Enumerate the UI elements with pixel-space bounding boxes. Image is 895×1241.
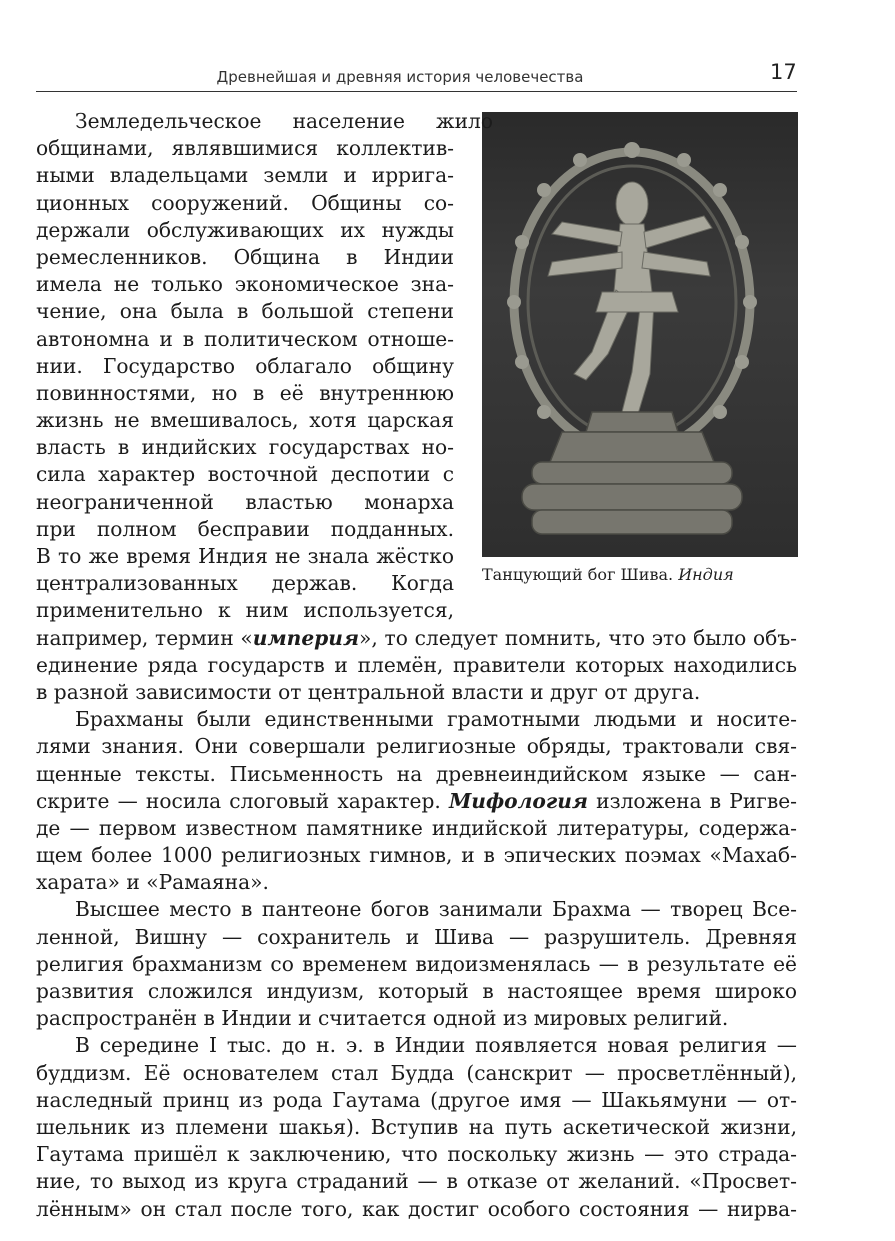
- text-line: Брахманы были единственными грамотными людьми и носите-: [75, 707, 797, 732]
- text-line: распространён в Индии и считается одной из мировых религий.: [36, 1006, 729, 1031]
- text-run: изложена в Ригве-: [587, 788, 797, 813]
- text-line: буддизм. Её основателем стал Будда (санскрит — просветлённый),: [36, 1060, 797, 1085]
- text-line: держали обслуживающих их нужды: [36, 217, 454, 242]
- text-line: [36, 625, 797, 652]
- text-run: », то следует помнить, что это было объ-: [359, 625, 797, 650]
- term-mythology: Мифология: [448, 788, 588, 813]
- text-line: щенные тексты. Письменность на древнеиндийском языке — сан-: [36, 761, 797, 786]
- text-line: жизнь не вмешивалось, хотя царская: [36, 408, 454, 433]
- term-empire: империя: [252, 625, 360, 650]
- text-line: единение ряда государств и племён, правители которых находились: [36, 652, 797, 677]
- text-line: религия брахманизм со временем видоизменялась — в результате её: [36, 951, 797, 976]
- text-line: имела не только экономическое зна-: [36, 272, 454, 297]
- text-line: ремесленников. Община в Индии: [36, 244, 454, 269]
- text-line: ционных сооружений. Общины со-: [36, 190, 454, 215]
- text-line: Земледельческое население жило: [75, 109, 493, 133]
- caption-place: Индия: [678, 565, 734, 584]
- text-line: ными владельцами земли и ирригa-: [36, 163, 454, 188]
- header-rule: [36, 91, 797, 92]
- page-number: 17: [770, 60, 797, 84]
- running-title: Древнейшая и древняя история человечества: [216, 68, 584, 86]
- text-line: чение, она была в большой степени: [36, 299, 454, 324]
- text-line: общинами, являвшимися коллектив-: [36, 136, 454, 161]
- body-text: [36, 108, 797, 1223]
- text-line: Высшее место в пантеоне богов занимали Брахма — творец Все-: [75, 897, 797, 922]
- text-run: скрите — носила слоговый характер.: [36, 788, 449, 813]
- text-line: лями знания. Они совершали религиозные обряды, трактовали свя-: [36, 734, 797, 759]
- text-line: власть в индийских государствах но-: [36, 435, 454, 460]
- text-line: в разной зависимости от центральной власти и друг от друга.: [36, 679, 701, 704]
- text-line: сила характер восточной деспотии с: [36, 462, 454, 487]
- text-line: де — первом известном памятнике индийской литературы, содержа-: [36, 815, 797, 840]
- text-line: централизованных держав. Когда: [36, 571, 454, 596]
- text-line: автономна и в политическом отноше-: [36, 326, 454, 351]
- text-line: ние, то выход из круга страданий — в отказе от желаний. «Просвет-: [36, 1169, 797, 1194]
- text-line: шельник из племени шакья). Вступив на путь аскетической жизни,: [36, 1114, 797, 1139]
- text-line: лённым» он стал после того, как достиг особого состояния — нирва-: [36, 1196, 797, 1221]
- text-line: щем более 1000 религиозных гимнов, и в эпических поэмах «Махаб-: [36, 843, 797, 868]
- text-line: В середине I тыс. до н. э. в Индии появляется новая религия —: [75, 1033, 797, 1058]
- caption-text: Танцующий бог Шива.: [482, 565, 674, 584]
- text-line: В то же время Индия не знала жёстко: [36, 544, 454, 568]
- text-line: применительно к ним используется,: [36, 598, 454, 623]
- text-line: наследный принц из рода Гаутама (другое имя — Шакьямуни — от-: [36, 1087, 797, 1112]
- text-line: неограниченной властью монарха: [36, 489, 454, 514]
- text-line: нии. Государство облагало общину: [36, 353, 454, 378]
- text-line: развития сложился индуизм, который в настоящее время широко: [36, 979, 797, 1003]
- text-line: Гаутама пришёл к заключению, что поскольку жизнь — это страда-: [36, 1142, 797, 1167]
- text-line: повинностями, но в её внутреннюю: [36, 380, 454, 405]
- text-run: например, термин «: [36, 625, 253, 650]
- text-line: при полном бесправии подданных.: [36, 516, 454, 541]
- text-line: ленной, Вишну — сохранитель и Шива — разрушитель. Древняя: [36, 924, 797, 949]
- text-line: [36, 788, 797, 815]
- text-line: харата» и «Рамаяна».: [36, 870, 269, 895]
